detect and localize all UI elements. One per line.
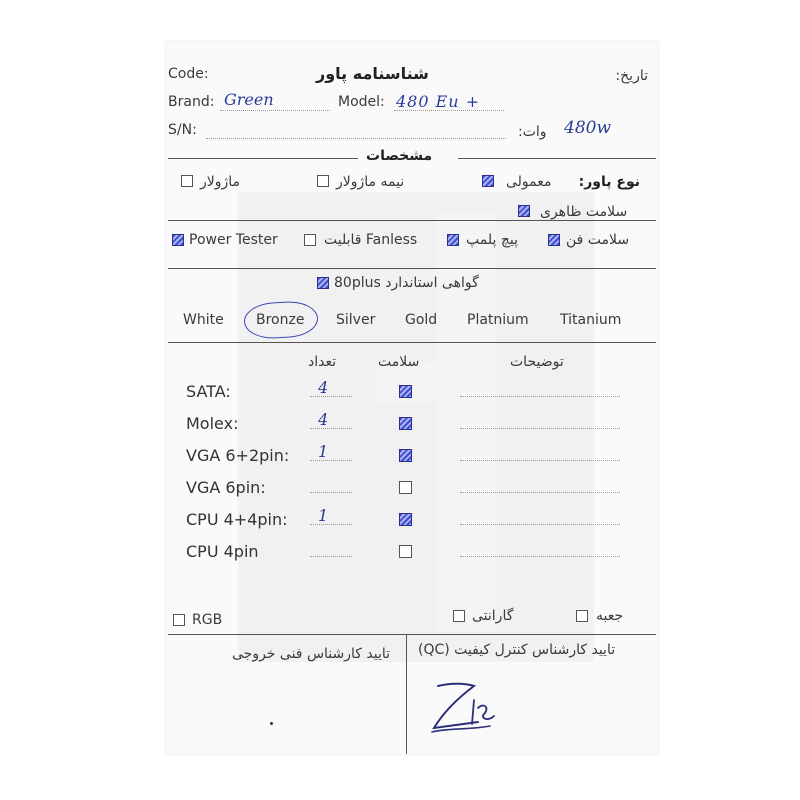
specs-divider-right	[458, 158, 656, 159]
cable-count-dotted-line	[310, 556, 352, 557]
cable-count: 4	[318, 378, 329, 397]
cert-80plus-label: گواهی استاندارد 80plus	[334, 275, 479, 291]
power-type-normal-checkbox[interactable]	[482, 175, 494, 187]
cable-health-checkbox[interactable]	[399, 385, 412, 398]
tech-approval-label: تایید کارشناس فنی خروجی	[232, 646, 391, 662]
small-dot	[270, 722, 273, 725]
cable-count: 1	[318, 506, 329, 525]
cable-health-checkbox[interactable]	[399, 481, 412, 494]
specs-section-title: مشخصات	[366, 148, 433, 164]
approvals-divider	[168, 634, 656, 635]
cable-count: 1	[318, 442, 329, 461]
cable-count-dotted-line	[310, 460, 352, 461]
rgb-checkbox[interactable]	[173, 614, 185, 626]
brand-label: Brand:	[168, 94, 215, 110]
cables-divider	[168, 342, 656, 343]
watt-value: 480w	[564, 118, 611, 138]
cable-count-dotted-line	[310, 396, 352, 397]
cable-count: 4	[318, 410, 329, 429]
power-supply-id-card	[166, 42, 658, 754]
cert-level-platnium: Platnium	[467, 312, 529, 328]
cert-level-titanium: Titanium	[560, 312, 622, 328]
power-tester-label: Power Tester	[189, 232, 278, 248]
cert-level-gold: Gold	[405, 312, 438, 328]
pump-screw-checkbox[interactable]	[447, 234, 459, 246]
appearance-health-label: سلامت ظاهری	[540, 204, 628, 220]
date-label: تاریخ:	[615, 68, 648, 84]
brand-dotted-line	[220, 110, 330, 111]
box-label: جعبه	[596, 608, 624, 624]
fanless-checkbox[interactable]	[304, 234, 316, 246]
cert-level-bronze: Bronze	[256, 312, 305, 328]
page-title: شناسنامه پاور	[316, 64, 429, 83]
specs-divider-left	[168, 158, 358, 159]
fan-health-checkbox[interactable]	[548, 234, 560, 246]
cable-label: CPU 4pin	[186, 542, 259, 561]
rgb-label: RGB	[192, 612, 223, 628]
cable-notes-dotted-line[interactable]	[460, 492, 620, 493]
cable-health-checkbox[interactable]	[399, 449, 412, 462]
appearance-health-checkbox[interactable]	[518, 205, 530, 217]
count-header: تعداد	[308, 354, 337, 370]
power-type-semi-modular-checkbox[interactable]	[317, 175, 329, 187]
cable-notes-dotted-line[interactable]	[460, 428, 620, 429]
power-type-normal-label: معمولی	[506, 174, 552, 190]
notes-header: توضیحات	[510, 354, 564, 370]
signature-image	[428, 678, 508, 738]
cable-health-checkbox[interactable]	[399, 417, 412, 430]
cable-label: VGA 6pin:	[186, 478, 266, 497]
specs-thin-divider	[168, 220, 656, 221]
brand-value: Green	[224, 90, 274, 109]
power-type-label: نوع پاور:	[578, 174, 640, 190]
model-value: 480 Eu +	[396, 92, 481, 111]
cable-health-checkbox[interactable]	[399, 545, 412, 558]
fanless-label: قابلیت Fanless	[324, 232, 418, 248]
cable-label: Molex:	[186, 414, 239, 433]
approvals-split	[406, 634, 407, 754]
cable-health-checkbox[interactable]	[399, 513, 412, 526]
warranty-checkbox[interactable]	[453, 610, 465, 622]
model-dotted-line	[394, 110, 504, 111]
cert-divider	[168, 268, 656, 269]
cert-level-silver: Silver	[336, 312, 376, 328]
watermark-logo	[238, 192, 594, 662]
cert-level-white: White	[183, 312, 224, 328]
power-tester-checkbox[interactable]	[172, 234, 184, 246]
power-type-modular-label: ماژولار	[200, 174, 241, 190]
health-header: سلامت	[378, 354, 420, 370]
cable-notes-dotted-line[interactable]	[460, 460, 620, 461]
cable-label: VGA 6+2pin:	[186, 446, 290, 465]
cable-notes-dotted-line[interactable]	[460, 524, 620, 525]
watt-label: وات:	[518, 124, 547, 140]
cable-label: SATA:	[186, 382, 231, 401]
sn-dotted-line	[206, 138, 506, 139]
cert-80plus-checkbox[interactable]	[317, 277, 329, 289]
power-type-semi-modular-label: نیمه ماژولار	[336, 174, 405, 190]
fan-health-label: سلامت فن	[566, 232, 630, 248]
cable-notes-dotted-line[interactable]	[460, 396, 620, 397]
cable-count-dotted-line	[310, 524, 352, 525]
model-label: Model:	[338, 94, 385, 110]
qc-approval-label: تایید کارشناس کنترل کیفیت (QC)	[418, 642, 616, 658]
box-checkbox[interactable]	[576, 610, 588, 622]
cable-count-dotted-line	[310, 492, 352, 493]
pump-screw-label: پیچ پلمپ	[466, 232, 518, 248]
sn-label: S/N:	[168, 122, 197, 138]
power-type-modular-checkbox[interactable]	[181, 175, 193, 187]
cable-notes-dotted-line[interactable]	[460, 556, 620, 557]
code-label: Code:	[168, 66, 209, 82]
cable-label: CPU 4+4pin:	[186, 510, 288, 529]
cable-count-dotted-line	[310, 428, 352, 429]
warranty-label: گارانتی	[472, 608, 514, 624]
